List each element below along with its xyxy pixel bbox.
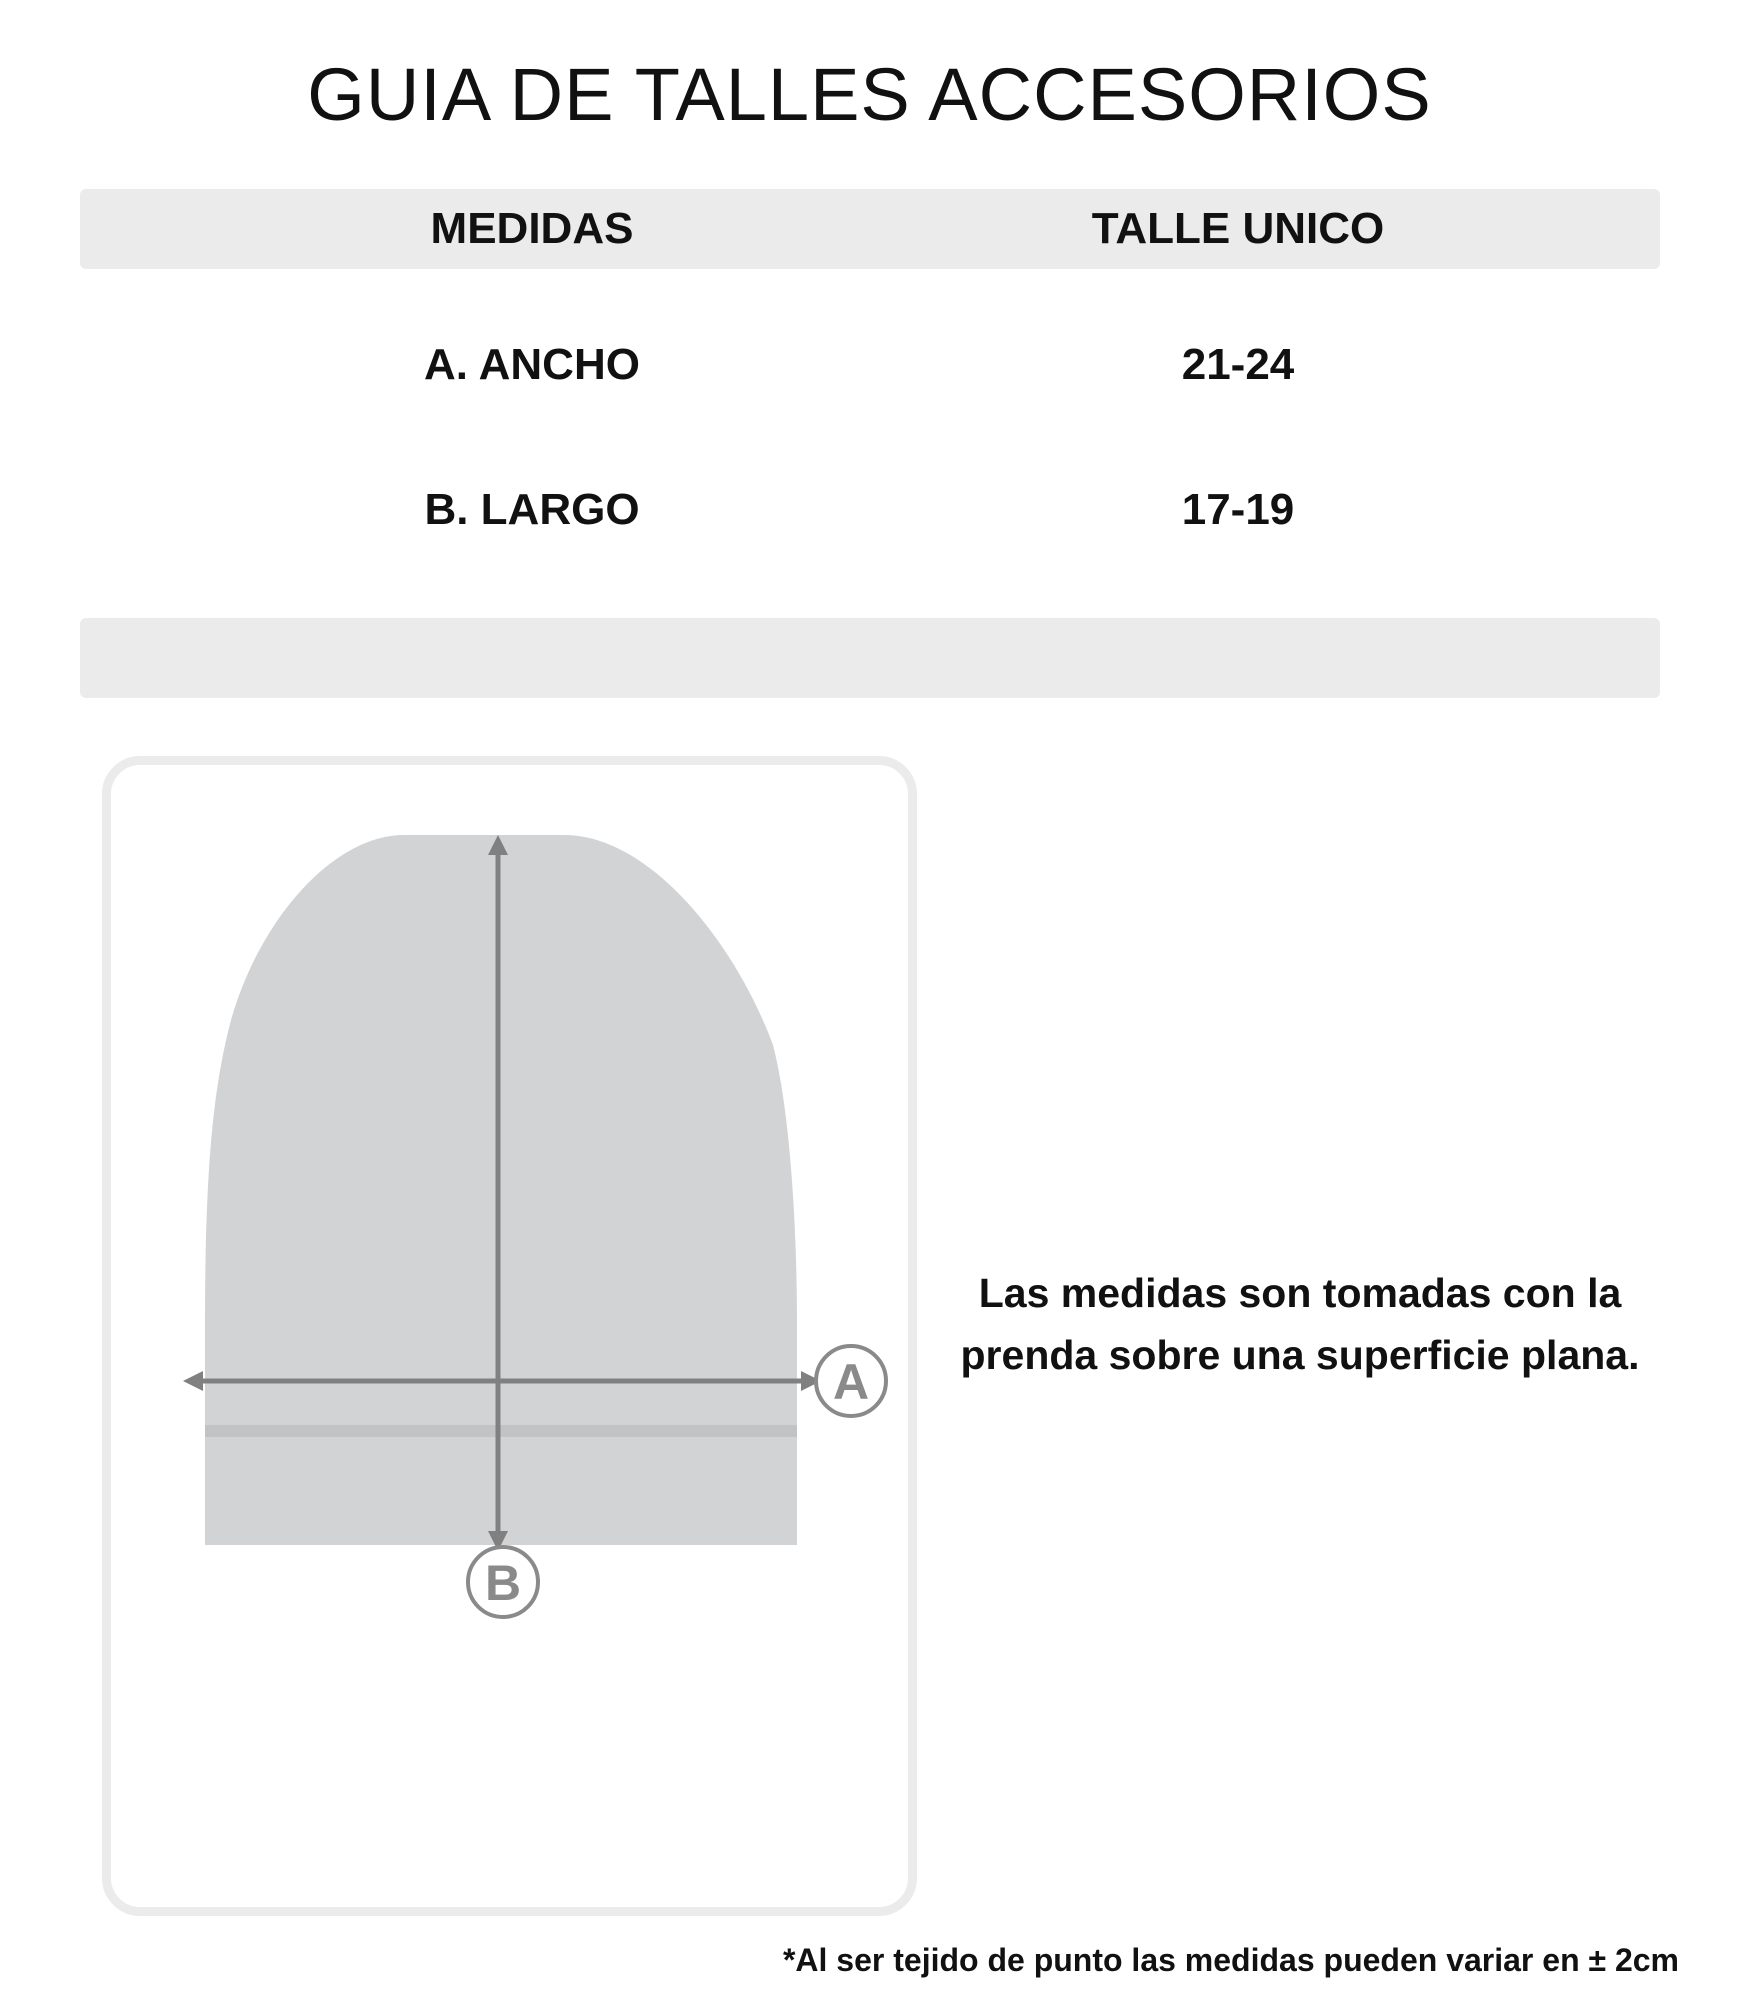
beanie-cuff: [205, 1437, 797, 1545]
table-row-ancho-value: 21-24: [1181, 340, 1295, 389]
beanie-cuff-line: [205, 1425, 797, 1437]
table-row-largo-label: B. LARGO: [424, 485, 640, 534]
header-medidas: MEDIDAS: [430, 204, 634, 253]
beanie-body-shape: [205, 835, 797, 1458]
label-b-text: B: [484, 1555, 522, 1611]
page-title: GUIA DE TALLES ACCESORIOS: [307, 53, 1432, 136]
label-a-text: A: [832, 1354, 870, 1410]
table-footer-bar: [80, 618, 1660, 698]
measurement-note: Las medidas son tomadas con la prenda sobre una superficie plana.: [960, 1270, 1640, 1378]
table-row-largo-value: 17-19: [1181, 485, 1295, 534]
beanie-diagram: [111, 765, 926, 1925]
width-arrow-left-head: [183, 1371, 203, 1391]
header-talle-unico: TALLE UNICO: [1091, 204, 1385, 253]
footnote: *Al ser tejido de punto las medidas pueden variar en ± 2cm: [782, 1942, 1679, 1978]
diagram-panel: [102, 756, 917, 1916]
table-row-ancho-label: A. ANCHO: [424, 340, 640, 389]
